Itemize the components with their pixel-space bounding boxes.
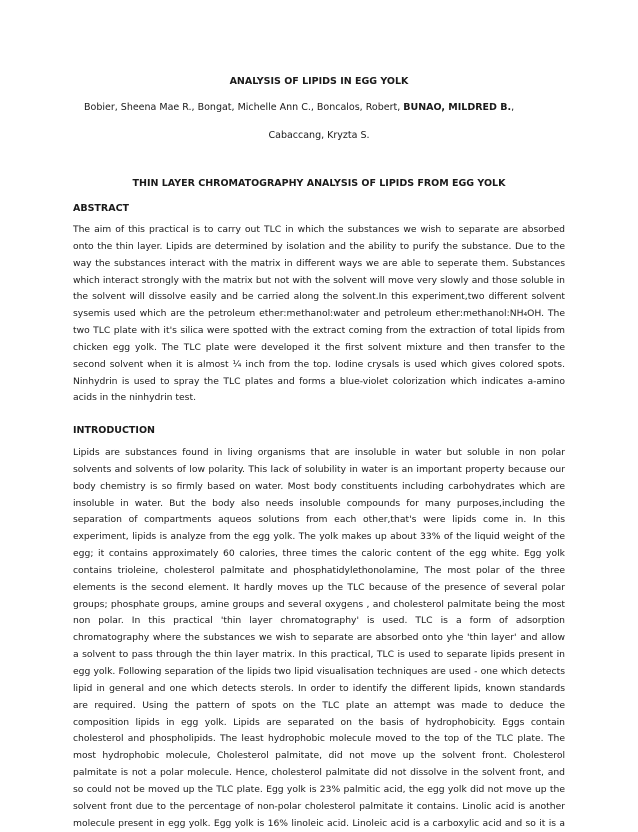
abstract-line: the solvent will dissolve easily and be carried along the solvent.In this experiment,two different solvent [73, 291, 565, 303]
intro-line: groups; phosphate groups, amine groups and several oxygens , and cholesterol palmitate being the most [73, 598, 565, 610]
intro-line: non polar. In this practical 'thin layer chromatography' is used. TLC is a form of adsorption [73, 615, 565, 627]
abstract-line: onto the thin layer. Lipids are determined by isolation and the ability to purify the substance. Due to the [73, 240, 565, 252]
abstract-line: second solvent when it is almost ¼ inch from the top. Iodine crysals is used which gives colored spots. [73, 358, 565, 370]
intro-line: a solvent to pass through the thin layer matrix. In this practical, TLC is used to separate lipids present in [73, 649, 565, 661]
section-subtitle: THIN LAYER CHROMATOGRAPHY ANALYSIS OF LIPIDS FROM EGG YOLK [132, 178, 506, 189]
intro-line: elements is the second element. It hardly moves up the TLC because of the presence of several polar [73, 581, 565, 593]
abstract-line: acids in the ninhydrin test. [73, 392, 196, 404]
abstract-line: two TLC plate with it's silica were spotted with the extract coming from the extraction of total lipids from [73, 325, 565, 337]
intro-line: egg; it contains approximately 60 calories, three times the caloric content of the egg white. Egg yolk [73, 548, 565, 560]
authors-line-1 [84, 102, 554, 113]
intro-line: solvents and solvents of low polarity. This lack of solubility in water is an important property because our [73, 463, 565, 475]
introduction-heading: INTRODUCTION [73, 425, 155, 436]
intro-line: body chemistry is so firmly based on water. Most body constituents including carbohydrates which are [73, 480, 565, 492]
intro-line: so could not be moved up the TLC plate. Egg yolk is 23% palmitic acid, the egg yolk did not move up the [73, 783, 565, 795]
abstract-line: which interact strongly with the matrix but not with the solvent will move very slowly and those soluble in [73, 274, 565, 286]
intro-line: are required. Using the pattern of spots on the TLC plate an attempt was made to deduce the [73, 699, 565, 711]
highlighted-author: BUNAO, MILDRED B. [403, 102, 512, 113]
intro-line: molecule present in egg yolk. Egg yolk is 16% linoleic acid. Linoleic acid is a carboxylic acid and so it is a [73, 817, 565, 829]
abstract-body [73, 222, 565, 407]
intro-line: Lipids are substances found in living organisms that are insoluble in water but soluble in non polar [73, 447, 565, 458]
intro-line: solvent front due to the percentage of non-polar cholesterol palmitate it contains. Linolic acid is another [73, 800, 565, 812]
authors-line-2: Cabaccang, Kryzta S. [268, 130, 370, 141]
abstract-line: Ninhydrin is used to spray the TLC plates and forms a blue-violet colorization which indicates a-amino [73, 375, 565, 387]
intro-line: separation of compartments aqueos solutions from each other,that's were lipids come in. In this [73, 514, 565, 526]
intro-line: most hydrophobic molecule, Cholesterol palmitate, did not move up the solvent front. Cholesterol [73, 750, 565, 762]
abstract-heading: ABSTRACT [73, 203, 130, 214]
authors-suffix: , [511, 102, 515, 113]
intro-line: cholesterol and phospholipids. The least hydrophobic molecule moved to the top of the TLC plate. The [73, 733, 565, 745]
document-title: ANALYSIS OF LIPIDS IN EGG YOLK [229, 76, 409, 87]
intro-line: experiment, lipids is analyze from the egg yolk. The yolk makes up about 33% of the liquid weight of the [73, 531, 565, 543]
abstract-line: The aim of this practical is to carry out TLC in which the substances we wish to separate are absorbed [73, 224, 565, 235]
intro-line: insoluble in water. But the body also needs insoluble compounds for many purposes,including the [73, 497, 565, 509]
abstract-line: way the substances interact with the matrix in different ways we are able to seperate them. Substances [73, 257, 565, 269]
intro-line: palmitate is not a polar molecule. Hence, cholesterol palmitate did not dissolve in the solvent front, and [73, 767, 565, 779]
abstract-line: chicken egg yolk. The TLC plate were developed it the first solvent mixture and then transfer to the [73, 341, 565, 353]
intro-line: lipid in general and one which detects sterols. In order to identify the different lipids, known standards [73, 682, 565, 694]
intro-line: egg yolk. Following separation of the lipids two lipid visualisation techniques are used - one which detects [73, 665, 565, 677]
intro-line: chromatography where the substances we wish to separate are absorbed onto yhe 'thin layer' and allow [73, 632, 565, 644]
introduction-body [73, 445, 565, 832]
intro-line: contains trioleine, cholesterol palmitate and phosphatidylethonolamine, The most polar of the three [73, 564, 565, 576]
abstract-line: sysemis used which are the petroleum ether:methanol:water and petroleum ether:methanol:NH₄OH. The [73, 308, 565, 320]
authors-list: Bobier, Sheena Mae R., Bongat, Michelle Ann C., Boncalos, Robert, [84, 102, 401, 113]
intro-line: composition lipids in egg yolk. Lipids are separated on the basis of hydrophobicity. Eggs contain [73, 716, 565, 728]
